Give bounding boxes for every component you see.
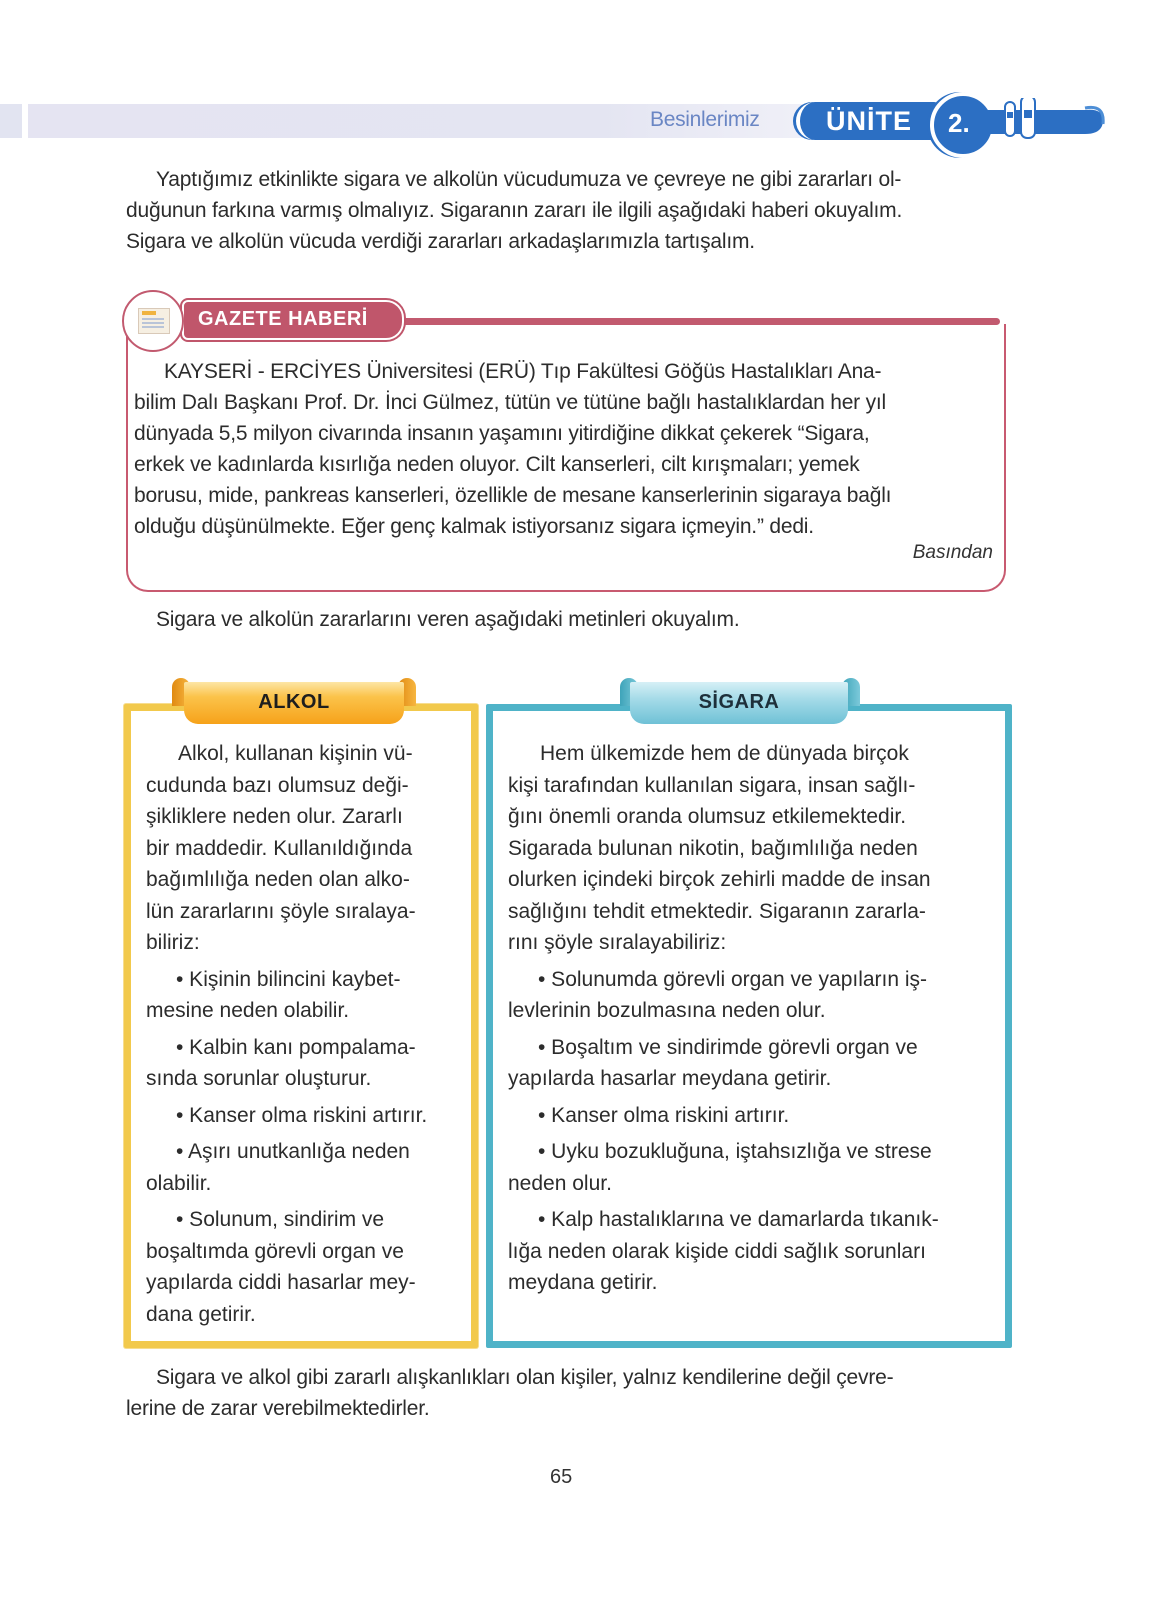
unit-badge xyxy=(796,102,940,140)
cigarette-text xyxy=(508,738,984,1299)
news-line: bilim Dalı Başkanı Prof. Dr. İnci Gülmez, tütün ve tütüne bağlı hastalıklardan her yıl xyxy=(134,391,886,414)
alcohol-line: Alkol, kullanan kişinin vü- xyxy=(178,742,413,765)
news-line: olduğu düşünülmekte. Eğer genç kalmak istiyorsanız sigara içmeyin.” dedi. xyxy=(134,515,814,538)
outro-paragraph xyxy=(126,1362,1006,1424)
outro-line: Sigara ve alkol gibi zararlı alışkanlıkları olan kişiler, yalnız kendilerine değil çevre- xyxy=(156,1366,894,1389)
alcohol-line: bağımlılığa neden olan alko- xyxy=(146,868,410,891)
alcohol-title: ALKOL xyxy=(184,682,404,724)
alcohol-bullet-cont: mesine neden olabilir. xyxy=(146,999,350,1022)
news-source: Basından xyxy=(912,542,993,563)
cigarette-title: SİGARA xyxy=(630,682,848,724)
unit-label: ÜNİTE xyxy=(826,106,912,136)
alcohol-line: lün zararlarını şöyle sıralaya- xyxy=(146,899,416,923)
news-line: KAYSERİ - ERCİYES Üniversitesi (ERÜ) Tıp Fakültesi Göğüs Hastalıkları Ana- xyxy=(164,360,882,383)
section-title: Besinlerimiz xyxy=(650,108,760,131)
cigarette-bullet: • Boşaltım ve sindirimde görevli organ ve xyxy=(538,1035,918,1059)
news-label xyxy=(182,300,404,340)
mid-paragraph: Sigara ve alkolün zararlarını veren aşağıdaki metinleri okuyalım. xyxy=(156,608,740,631)
news-text xyxy=(134,356,994,542)
alcohol-line: cudunda bazı olumsuz deği- xyxy=(146,773,409,797)
intro-line: duğunun farkına varmış olmalıyız. Sigaranın zararı ile ilgili aşağıdaki haberi okuyalım. xyxy=(126,199,903,222)
alcohol-line: şikliklere neden olur. Zararlı xyxy=(146,805,403,828)
intro-line: Sigara ve alkolün vücuda verdiği zararları arkadaşlarımızla tartışalım. xyxy=(126,230,755,253)
unit-number: 2. xyxy=(948,108,970,138)
alcohol-line: bir maddedir. Kullanıldığında xyxy=(146,836,413,860)
cigarette-line: ğını önemli oranda olumsuz etkilemektedir. xyxy=(508,805,907,828)
alcohol-bullet-cont: yapılarda ciddi hasarlar mey- xyxy=(146,1271,416,1294)
alcohol-bullet-cont: boşaltımda görevli organ ve xyxy=(146,1239,404,1263)
alcohol-bullet-cont: sında sorunlar oluşturur. xyxy=(146,1067,372,1090)
cigarette-bullet-cont: meydana getirir. xyxy=(508,1271,658,1294)
alcohol-bullet-cont: olabilir. xyxy=(146,1171,212,1195)
cigarette-bullet: • Solunumda görevli organ ve yapıların iş- xyxy=(538,967,928,991)
test-tubes-ribbon-icon xyxy=(985,98,1105,142)
cigarette-bullet-cont: neden olur. xyxy=(508,1171,612,1195)
cigarette-bullet-cont: lığa neden olarak kişide ciddi sağlık sorunları xyxy=(508,1239,926,1263)
cigarette-line: olurken içindeki birçok zehirli madde de insan xyxy=(508,868,931,891)
alcohol-bullet: • Solunum, sindirim ve xyxy=(176,1208,385,1231)
alcohol-bullet: • Kalbin kanı pompalama- xyxy=(176,1035,416,1059)
alcohol-bullet: • Kişinin bilincini kaybet- xyxy=(176,967,401,991)
cigarette-line: Hem ülkemizde hem de dünyada birçok xyxy=(540,742,909,765)
intro-paragraph xyxy=(126,164,1006,257)
cigarette-bullet-cont: levlerinin bozulmasına neden olur. xyxy=(508,999,826,1022)
news-line: erkek ve kadınlarda kısırlığa neden oluyor. Cilt kanserleri, cilt kırışmaları; yemek xyxy=(134,453,860,476)
page-number: 65 xyxy=(550,1466,573,1488)
cigarette-line: Sigarada bulunan nikotin, bağımlılığa neden xyxy=(508,836,918,860)
news-header-rule xyxy=(400,318,1000,325)
outro-line: lerine de zarar verebilmektedirler. xyxy=(126,1397,430,1420)
cigarette-line: kişi tarafından kullanılan sigara, insan sağlı- xyxy=(508,773,916,797)
alcohol-line: biliriz: xyxy=(146,931,200,954)
news-line: dünyada 5,5 milyon civarında insanın yaşamını yitirdiğine dikkat çekerek “Sigara, xyxy=(134,422,870,445)
alcohol-text xyxy=(146,738,450,1330)
cigarette-bullet: • Uyku bozukluğuna, iştahsızlığa ve strese xyxy=(538,1140,932,1163)
news-label-text: GAZETE HABERİ xyxy=(198,308,368,330)
alcohol-bullet: • Aşırı unutkanlığa neden xyxy=(176,1140,410,1163)
cigarette-bullet: • Kalp hastalıklarına ve damarlarda tıkanık- xyxy=(538,1208,939,1231)
alcohol-bullet: • Kanser olma riskini artırır. xyxy=(176,1103,428,1127)
cigarette-bullet-cont: yapılarda hasarlar meydana getirir. xyxy=(508,1067,832,1090)
cigarette-bullet: • Kanser olma riskini artırır. xyxy=(538,1103,790,1127)
header-bar-left xyxy=(0,104,22,138)
cigarette-line: rını şöyle sıralayabiliriz: xyxy=(508,931,727,954)
cigarette-line: sağlığını tehdit etmektedir. Sigaranın zararla- xyxy=(508,899,926,923)
alcohol-bullet-cont: dana getirir. xyxy=(146,1302,256,1326)
newspaper-icon xyxy=(122,290,184,352)
intro-line: Yaptığımız etkinlikte sigara ve alkolün vücudumuza ve çevreye ne gibi zararları ol- xyxy=(156,168,902,191)
news-line: borusu, mide, pankreas kanserleri, özellikle de mesane kanserlerinin sigaraya bağlı xyxy=(134,484,892,507)
